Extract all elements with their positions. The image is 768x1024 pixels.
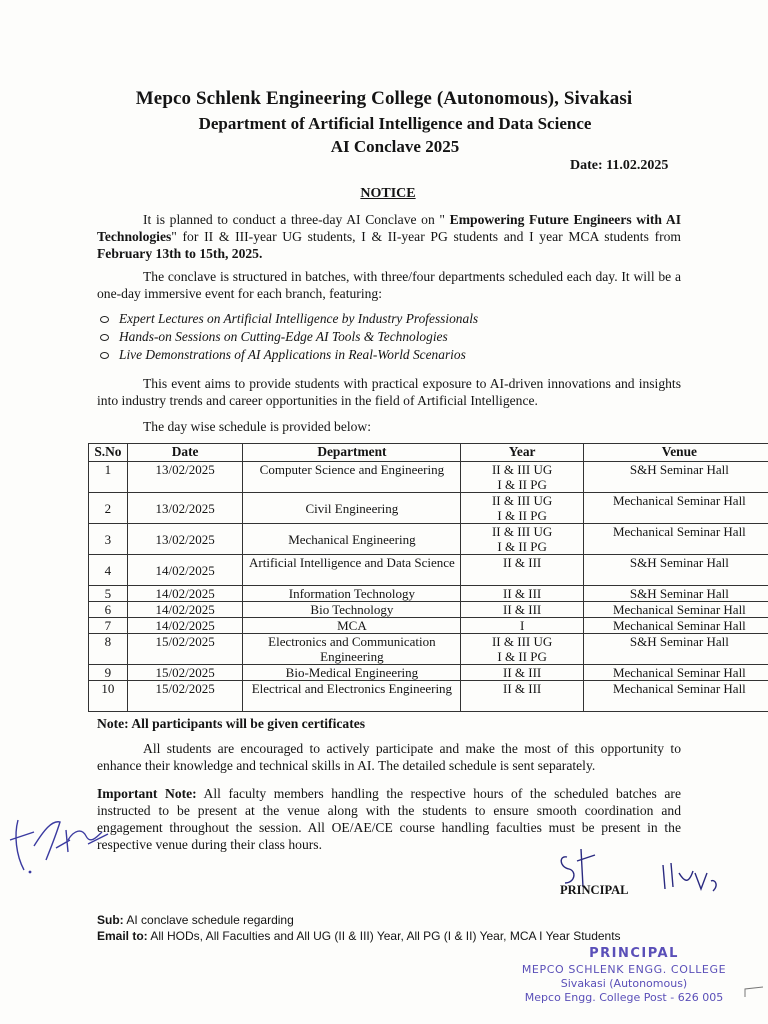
cell-year	[461, 462, 583, 493]
email-label: Email to:	[97, 929, 148, 943]
schedule-intro: The day wise schedule is provided below:	[143, 419, 372, 434]
cell-department: Electrical and Electronics Engineering	[243, 681, 461, 712]
list-item	[100, 346, 660, 364]
notice-heading: NOTICE	[360, 186, 416, 201]
important-label: Important Note:	[97, 786, 197, 801]
stamp-college: MEPCO SCHLENK ENGG. COLLEGE	[521, 963, 727, 976]
feature-text: Hands-on Sessions on Cutting-Edge AI Tools & Technologies	[119, 329, 448, 344]
cell-date: 14/02/2025	[127, 555, 243, 586]
cell-venue: Mechanical Seminar Hall	[583, 524, 768, 555]
cell-department: Bio Technology	[243, 602, 461, 618]
col-date: Date	[127, 444, 243, 462]
college-name: Mepco Schlenk Engineering College (Autonomous), Sivakasi	[135, 88, 633, 109]
principal-label: PRINCIPAL	[560, 883, 629, 897]
year-line: II & III	[502, 681, 542, 696]
table-row	[89, 602, 768, 618]
cell-department: Computer Science and Engineering	[243, 462, 461, 493]
list-item	[100, 310, 660, 328]
cell-year	[461, 602, 583, 618]
cell-date: 15/02/2025	[127, 665, 243, 681]
feature-text: Live Demonstrations of AI Applications in Real-World Scenarios	[119, 347, 466, 362]
year-line: II & III UG	[491, 524, 553, 539]
table-row	[89, 681, 768, 712]
cell-venue: Mechanical Seminar Hall	[583, 681, 768, 712]
cell-year	[461, 586, 583, 602]
important-text: All faculty members handling the respective hours of the scheduled batches are instructed to be present at the venue along with the students to ensure smooth coordination and engagement throughout the session. All OE/AE/CE course handling faculties must be present in the respective venue during their class hours.	[97, 786, 681, 852]
year-line: II & III UG	[491, 462, 553, 477]
handwritten-signature-left	[4, 800, 114, 890]
cell-date: 13/02/2025	[127, 493, 243, 524]
cell-date: 15/02/2025	[127, 634, 243, 665]
cell-year	[461, 634, 583, 665]
bullet-icon	[100, 334, 109, 341]
subject-line	[97, 913, 294, 927]
year-line: I	[519, 618, 525, 633]
subject-text: AI conclave schedule regarding	[123, 913, 294, 927]
table-row	[89, 493, 768, 524]
certificate-note: Note: All participants will be given certificates	[97, 716, 366, 731]
year-line: II & III	[502, 602, 542, 617]
cell-venue: Mechanical Seminar Hall	[583, 602, 768, 618]
cell-department: Mechanical Engineering	[243, 524, 461, 555]
table-row	[89, 586, 768, 602]
cell-venue: Mechanical Seminar Hall	[583, 618, 768, 634]
cell-sno: 4	[89, 555, 128, 586]
cell-department: Information Technology	[243, 586, 461, 602]
cell-sno: 10	[89, 681, 128, 712]
conclave-dates: February 13th to 15th, 2025.	[97, 246, 263, 261]
cell-sno: 5	[89, 586, 128, 602]
notice-date: Date: 11.02.2025	[570, 158, 669, 173]
col-venue: Venue	[583, 444, 768, 462]
cell-venue: Mechanical Seminar Hall	[583, 665, 768, 681]
cell-year	[461, 524, 583, 555]
cell-department: Civil Engineering	[243, 493, 461, 524]
department-name: Department of Artificial Intelligence and Data Science	[198, 114, 592, 133]
email-text: All HODs, All Faculties and All UG (II & III) Year, All PG (I & II) Year, MCA I Year Students	[147, 929, 621, 943]
cell-sno: 1	[89, 462, 128, 493]
cell-date: 13/02/2025	[127, 462, 243, 493]
aim-paragraph: This event aims to provide students with practical exposure to AI-driven innovations and insights into industry trends and career opportunities in the field of Artificial Intelligence.	[97, 376, 681, 408]
cell-department: MCA	[243, 618, 461, 634]
table-row	[89, 634, 768, 665]
cell-sno: 8	[89, 634, 128, 665]
table-row	[89, 555, 768, 586]
col-department: Department	[243, 444, 461, 462]
col-sno: S.No	[89, 444, 128, 462]
intro-paragraph	[97, 211, 681, 262]
year-line: I & II PG	[497, 477, 547, 492]
stamp-location: Sivakasi (Autonomous)	[560, 977, 688, 990]
table-row	[89, 665, 768, 681]
principal-stamp	[504, 946, 744, 1004]
conclave-theme: Empowering Future Engineers with AI Technologies	[97, 212, 681, 244]
table-row	[89, 462, 768, 493]
cell-date: 14/02/2025	[127, 618, 243, 634]
cell-venue: S&H Seminar Hall	[583, 462, 768, 493]
subject-label: Sub:	[97, 913, 124, 927]
cell-date: 14/02/2025	[127, 602, 243, 618]
encouragement-paragraph: All students are encouraged to actively participate and make the most of this opportunity to enhance their knowledge and technical skills in AI. The detailed schedule is sent separately.	[97, 741, 681, 773]
structure-paragraph: The conclave is structured in batches, with three/four departments scheduled each day. It will be a one-day immersive event for each branch, featuring:	[97, 269, 681, 301]
intro-text-a: It is planned to conduct a three-day AI Conclave on "	[143, 212, 450, 227]
table-row	[89, 524, 768, 555]
cell-venue: S&H Seminar Hall	[583, 586, 768, 602]
cell-sno: 2	[89, 493, 128, 524]
feature-text: Expert Lectures on Artificial Intelligence by Industry Professionals	[119, 311, 479, 326]
cell-date: 13/02/2025	[127, 524, 243, 555]
year-line: I & II PG	[497, 539, 547, 554]
bullet-icon	[100, 352, 109, 359]
year-line: I & II PG	[497, 649, 547, 664]
cell-sno: 9	[89, 665, 128, 681]
cell-year	[461, 618, 583, 634]
stamp-title: PRINCIPAL	[589, 946, 679, 961]
table-row	[89, 618, 768, 634]
feature-list	[100, 310, 660, 364]
table-header-row	[89, 444, 768, 462]
col-year: Year	[461, 444, 583, 462]
cell-year	[461, 681, 583, 712]
year-line: I & II PG	[497, 508, 547, 523]
cell-sno: 3	[89, 524, 128, 555]
corner-mark-icon	[743, 986, 765, 998]
cell-date: 15/02/2025	[127, 681, 243, 712]
year-line: II & III UG	[491, 493, 553, 508]
cell-sno: 7	[89, 618, 128, 634]
cell-sno: 6	[89, 602, 128, 618]
year-line: II & III	[502, 555, 542, 570]
cell-venue: S&H Seminar Hall	[583, 634, 768, 665]
stamp-address: Mepco Engg. College Post - 626 005	[524, 991, 724, 1004]
cell-department: Bio-Medical Engineering	[243, 665, 461, 681]
year-line: II & III UG	[491, 634, 553, 649]
cell-year	[461, 493, 583, 524]
cell-date: 14/02/2025	[127, 586, 243, 602]
year-line: II & III	[502, 665, 542, 680]
cell-venue: Mechanical Seminar Hall	[583, 493, 768, 524]
intro-text-c: " for II & III-year UG students, I & II-year PG students and I year MCA students from	[171, 229, 681, 244]
cell-department: Artificial Intelligence and Data Science	[243, 555, 461, 586]
schedule-table	[88, 443, 768, 712]
cell-venue: S&H Seminar Hall	[583, 555, 768, 586]
cell-year	[461, 555, 583, 586]
bullet-icon	[100, 316, 109, 323]
email-recipients	[97, 929, 621, 943]
cell-year	[461, 665, 583, 681]
list-item	[100, 328, 660, 346]
cell-department: Electronics and Communication Engineering	[243, 634, 461, 665]
year-line: II & III	[502, 586, 542, 601]
event-title: AI Conclave 2025	[330, 137, 460, 156]
